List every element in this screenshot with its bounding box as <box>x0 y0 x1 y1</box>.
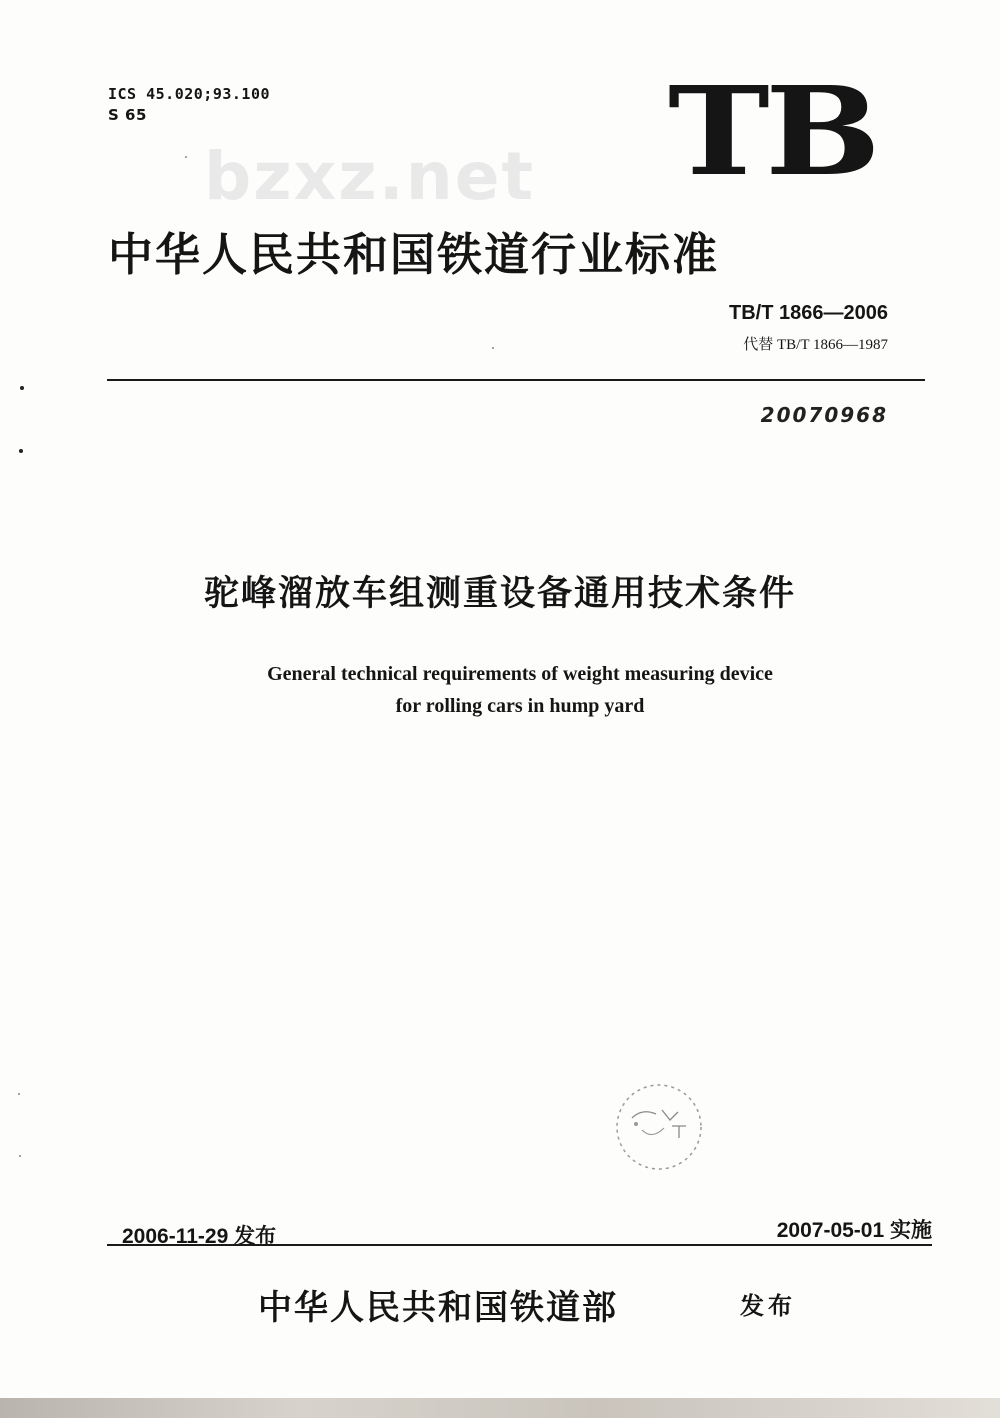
issue-date: 2006-11-29 发布 <box>122 1225 277 1248</box>
title-en-line2: for rolling cars in hump yard <box>395 695 645 717</box>
document-title-zh: 驼峰溜放车组测重设备通用技术条件 <box>203 574 796 614</box>
scan-speck <box>20 386 24 390</box>
footer-divider <box>107 1244 932 1246</box>
scan-speck <box>492 347 494 349</box>
scan-bottom-edge <box>0 1398 1000 1418</box>
stamp-code: 20070968 <box>760 403 888 427</box>
scan-speck <box>19 1155 21 1157</box>
publish-label: 发布 <box>740 1292 796 1320</box>
scan-speck <box>18 1093 20 1095</box>
scan-speck <box>19 449 23 453</box>
replaces-standard: 代替 TB/T 1866—1987 <box>743 337 888 353</box>
ics-code: ICS 45.020;93.100 <box>108 85 271 103</box>
header-divider <box>107 379 925 381</box>
standard-number: TB/T 1866—2006 <box>729 302 888 324</box>
round-seal-icon <box>612 1080 706 1174</box>
tb-logo: TB <box>668 59 877 203</box>
publisher-name: 中华人民共和国铁道部 <box>258 1288 618 1328</box>
title-en-line1: General technical requirements of weight measuring device <box>267 663 773 685</box>
ccs-code: S 65 <box>108 106 147 124</box>
scan-speck <box>185 156 187 158</box>
implementation-date: 2007-05-01 实施 <box>776 1219 932 1242</box>
standard-category-title: 中华人民共和国铁道行业标准 <box>108 228 720 281</box>
watermark: bzxz.net <box>204 138 536 215</box>
document-title-en <box>0 658 1000 722</box>
classification-codes <box>108 84 270 126</box>
